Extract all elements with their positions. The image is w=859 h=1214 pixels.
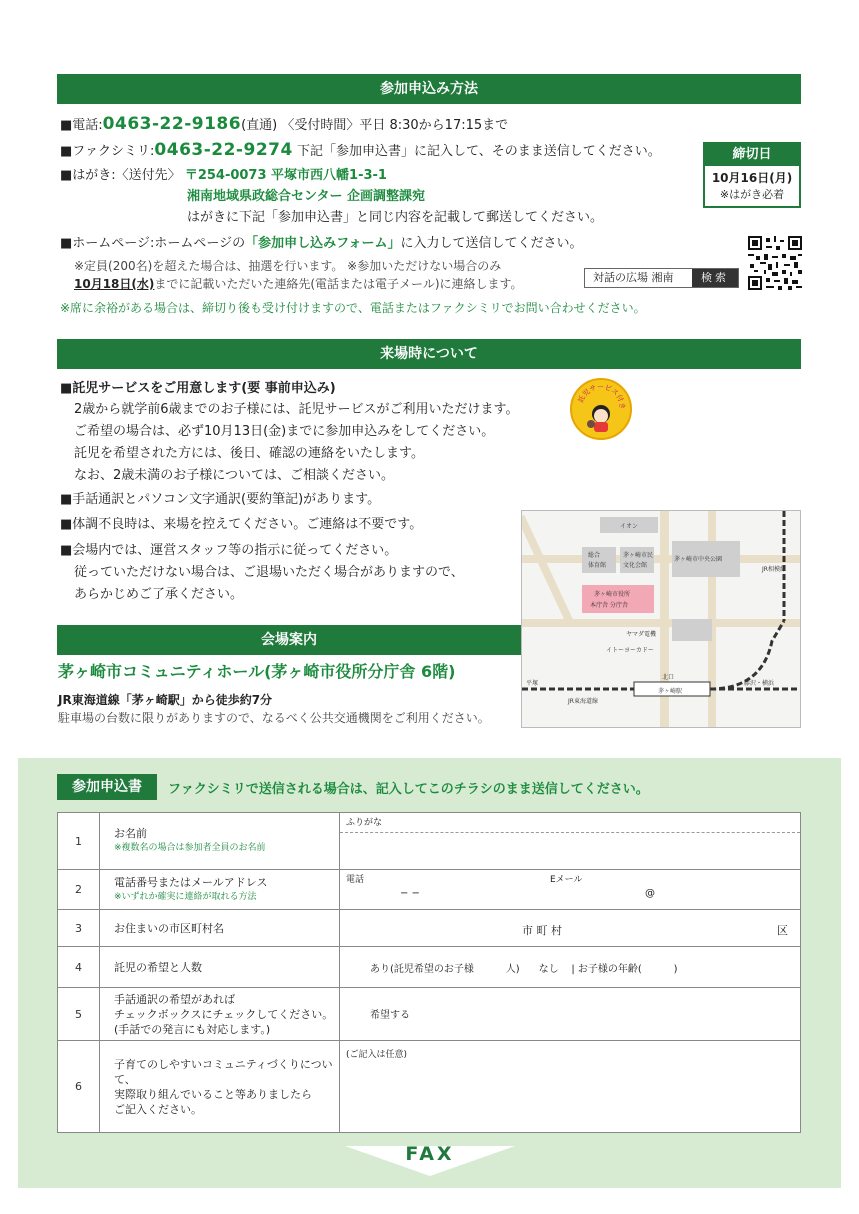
row-label xyxy=(100,1041,340,1133)
childcare-title: ■託児サービスをご用意します(要 事前申込み) xyxy=(60,381,336,396)
fax-line xyxy=(60,140,661,162)
staff-note: ■会場内では、運営スタッフ等の指示に従ってください。 xyxy=(60,543,398,558)
row-label: お住まいの市区町村名 xyxy=(100,910,340,947)
contact-date: 10月18日(水) xyxy=(74,277,155,291)
capacity-note: ※定員(200名)を超えた場合は、抽選を行います。 ※参加いただけない場合のみ xyxy=(74,259,502,273)
row-label-text-2: 実際取り組んでいること等ありましたら xyxy=(114,1087,312,1101)
childcare-options[interactable]: あり(託児希望のお子様 人) なし | お子様の年齢( ) xyxy=(370,964,678,975)
qr-code-icon[interactable] xyxy=(748,236,802,290)
apply-heading: 参加申込み方法 xyxy=(57,74,801,104)
map-culture-2: 文化会館 xyxy=(623,562,648,569)
form-row-childcare xyxy=(58,947,801,988)
map-gym: 体育館 xyxy=(588,562,607,569)
venue-parking: 駐車場の台数に限りがありますので、なるべく公共交通機関をご利用ください。 xyxy=(58,711,490,725)
map-line: JR東海道線 xyxy=(568,698,598,705)
phone-dashes: − − xyxy=(400,888,420,899)
venue-access: JR東海道線「茅ヶ崎駅」から徒歩約7分 xyxy=(58,693,273,707)
staff-note-2: 従っていただけない場合は、ご退場いただく場合がありますので、 xyxy=(74,565,464,580)
contact-field[interactable] xyxy=(340,870,801,910)
form-row-sign xyxy=(58,988,801,1041)
row-number: 5 xyxy=(58,988,100,1041)
green-note: ※席に余裕がある場合は、締切り後も受け付けますので、電話またはファクシミリでお問い合わせください。 xyxy=(60,301,646,315)
search-box[interactable] xyxy=(584,268,739,288)
postcard-note: はがきに下記「参加申込書」と同じ内容を記載して郵送してください。 xyxy=(187,210,604,225)
postcard-office: 湘南地域県政総合センター 企画調整課宛 xyxy=(187,189,426,204)
email-at: @ xyxy=(645,888,655,899)
hp-label: ■ホームページ:ホームページの xyxy=(60,236,246,251)
map-north-exit: 北口 xyxy=(662,674,675,681)
sign-language-note: ■手話通訳とパソコン文字通訳(要約筆記)があります。 xyxy=(60,492,381,507)
row-number: 3 xyxy=(58,910,100,947)
form-row-city xyxy=(58,910,801,947)
furigana-field[interactable]: ふりがな xyxy=(340,813,800,833)
fax-arrow-icon xyxy=(345,1140,515,1178)
venue-heading: 会場案内 xyxy=(57,625,521,655)
name-field[interactable] xyxy=(340,813,801,870)
application-form xyxy=(57,812,801,1133)
hp-note: に入力して送信してください。 xyxy=(400,236,583,251)
child-character-icon xyxy=(572,380,630,438)
comment-optional-label: (ご記入は任意) xyxy=(346,1050,408,1060)
row-label-text: 手話通訳の希望があれば xyxy=(114,992,235,1006)
search-query: 対話の広場 湘南 xyxy=(593,271,674,284)
row-number: 1 xyxy=(58,813,100,870)
map-city-hall: 茅ヶ崎市役所 xyxy=(594,591,631,598)
map-to-fujisawa: 藤沢・横浜 xyxy=(744,680,775,687)
row-label xyxy=(100,813,340,870)
badge-text: 託児サービス付き xyxy=(576,382,627,410)
row-label-text-3: (手話での発言にも対応します。) xyxy=(114,1022,271,1036)
deadline-title: 締切日 xyxy=(705,144,799,166)
phone-line xyxy=(60,114,508,136)
fax-note: 下記「参加申込書」に記入して、そのまま送信してください。 xyxy=(296,144,661,159)
phone-number[interactable]: 0463-22-9186 xyxy=(102,114,242,134)
search-button[interactable]: 検索 xyxy=(692,269,738,287)
map-city-hall-2: 本庁舎 分庁舎 xyxy=(590,602,628,609)
row-sub-text: ※いずれか確実に連絡が取れる方法 xyxy=(114,891,257,902)
childcare-badge xyxy=(570,378,632,440)
row-label: 託児の希望と人数 xyxy=(100,947,340,988)
contact-note-line xyxy=(74,274,523,294)
childcare-line-4: なお、2歳未満のお子様については、ご相談ください。 xyxy=(74,468,395,483)
map-aeon: イオン xyxy=(620,523,638,530)
city-field[interactable] xyxy=(340,910,801,947)
homepage-line xyxy=(60,234,583,254)
fax-label: ■ファクシミリ: xyxy=(60,144,155,159)
phone-label: ■電話: xyxy=(60,118,103,133)
row-sub-text: ※複数名の場合は参加者全員のお名前 xyxy=(114,843,266,853)
map-itoyokado: イトーヨーカドー xyxy=(606,647,654,654)
form-row-contact xyxy=(58,870,801,910)
comment-field[interactable] xyxy=(340,1041,801,1133)
visit-heading: 来場時について xyxy=(57,339,801,369)
row-label-text: 子育てのしやすいコミュニティづくりについて、 xyxy=(114,1057,333,1086)
map-station: 茅ヶ崎駅 xyxy=(658,688,683,695)
venue-name: 茅ヶ崎市コミュニティホール(茅ヶ崎市役所分庁舎 6階) xyxy=(58,662,456,681)
postcard-line xyxy=(60,166,387,186)
map-general: 総合 xyxy=(588,552,601,559)
row-label xyxy=(100,870,340,910)
map-graphic xyxy=(522,511,801,728)
row-label-text: お名前 xyxy=(114,827,147,840)
childcare-line-1: 2歳から就学前6歳までのお子様には、託児サービスがご利用いただけます。 xyxy=(74,402,519,417)
row-label-text: 電話番号またはメールアドレス xyxy=(114,875,268,889)
deadline-box xyxy=(703,142,801,208)
postcard-address: 〒254-0073 平塚市西八幡1-3-1 xyxy=(184,168,387,183)
venue-map[interactable] xyxy=(521,510,801,728)
map-to-hiratsuka: 平塚 xyxy=(526,680,539,687)
sign-field[interactable] xyxy=(340,988,801,1041)
deadline-note: ※はがき必着 xyxy=(719,188,785,201)
hp-form-link[interactable]: 「参加申し込みフォーム」 xyxy=(245,236,401,251)
form-row-name xyxy=(58,813,801,870)
row-number: 4 xyxy=(58,947,100,988)
phone-field-label: 電話 xyxy=(346,875,365,885)
phone-note: (直通) 〈受付時間〉平日 8:30から17:15まで xyxy=(241,118,509,133)
postcard-label: ■はがき:〈送付先〉 xyxy=(60,168,181,183)
row-label-text-2: チェックボックスにチェックしてください。 xyxy=(114,1007,334,1021)
map-yamada: ヤマダ電機 xyxy=(626,631,657,638)
email-field-label: Eメール xyxy=(550,875,583,885)
fax-arrow-text: FAX xyxy=(405,1143,455,1165)
ward-suffix: 区 xyxy=(777,924,788,937)
childcare-line-3: 託児を希望された方には、後日、確認の連絡をいたします。 xyxy=(74,446,424,461)
sign-checkbox-label[interactable]: 希望する xyxy=(370,1010,410,1021)
row-label-text-3: ご記入ください。 xyxy=(114,1102,202,1116)
health-note: ■体調不良時は、来場を控えてください。ご連絡は不要です。 xyxy=(60,517,423,532)
row-number: 2 xyxy=(58,870,100,910)
fax-number[interactable]: 0463-22-9274 xyxy=(154,140,293,160)
form-row-comment xyxy=(58,1041,801,1133)
staff-note-3: あらかじめご了承ください。 xyxy=(74,587,244,602)
map-culture: 茅ヶ崎市民 xyxy=(623,552,654,559)
form-tag: 参加申込書 xyxy=(57,774,157,800)
deadline-date: 10月16日(月) xyxy=(711,171,793,185)
row-number: 6 xyxy=(58,1041,100,1133)
map-sagami: JR相模線 xyxy=(762,566,786,573)
city-suffix: 市 町 村 xyxy=(522,924,562,937)
map-park: 茅ヶ崎市中央公園 xyxy=(674,556,723,563)
childcare-line-2: ご希望の場合は、必ず10月13日(金)までに参加申込みをしてください。 xyxy=(74,424,495,439)
form-instruction: ファクシミリで送信される場合は、記入してこのチラシのまま送信してください。 xyxy=(168,782,649,797)
childcare-field[interactable] xyxy=(340,947,801,988)
row-label xyxy=(100,988,340,1041)
contact-note: までに記載いただいた連絡先(電話または電子メール)に連絡します。 xyxy=(154,277,523,291)
